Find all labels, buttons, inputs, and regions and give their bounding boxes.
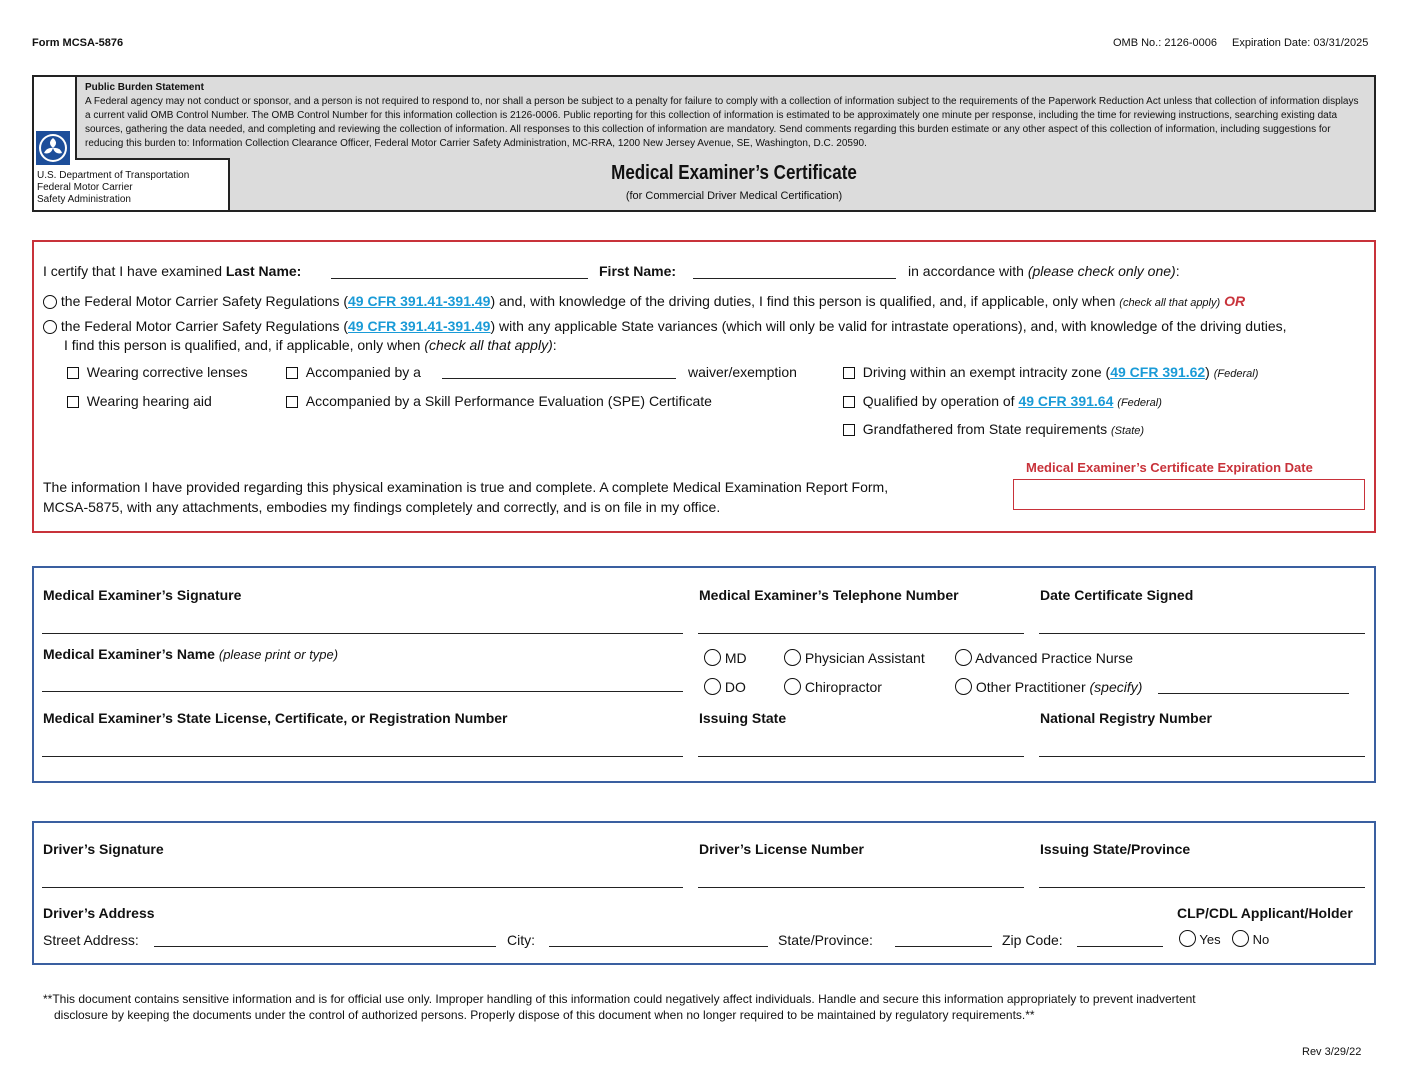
- dot-logo-icon: [36, 131, 70, 165]
- burden-statement: [75, 75, 1376, 160]
- driver-signature-input[interactable]: [42, 887, 683, 888]
- zip-code-input[interactable]: [1077, 946, 1163, 947]
- examiner-name-label: Medical Examiner’s Name (please print or type): [43, 646, 339, 662]
- city-label: City:: [507, 932, 535, 948]
- credential-pa[interactable]: Physician Assistant: [784, 649, 925, 666]
- issuing-state-input[interactable]: [698, 756, 1024, 757]
- license-number-label: Medical Examiner’s State License, Certificate, or Registration Number: [43, 710, 508, 726]
- cb-qualified-operation[interactable]: Qualified by operation of 49 CFR 391.64 (Federal): [843, 393, 1162, 409]
- issuing-state-label: Issuing State: [699, 710, 787, 726]
- driver-issuing-label: Issuing State/Province: [1040, 841, 1191, 857]
- other-radio[interactable]: [955, 678, 972, 695]
- examiner-phone-input[interactable]: [698, 633, 1024, 634]
- option-federal-radio[interactable]: [43, 295, 57, 309]
- street-address-input[interactable]: [154, 946, 496, 947]
- checkbox-icon[interactable]: [286, 396, 298, 408]
- option-state-radio[interactable]: [43, 320, 57, 334]
- zip-code-label: Zip Code:: [1002, 932, 1063, 948]
- burden-text: A Federal agency may not conduct or sponsor, and a person is not required to respond to, nor shall a person be subject to a penalty for failure to comply with a collection of information subject to the requirements of the Paperwork Reduction Act unless that collection of information displays a current valid OMB Control Number. The OMB Control Number for this information collection is 2126-0006. Public reporting for this collection of information is estimated to be approximately one minute per response, including the time for reviewing instructions, searching existing data sources, gathering the data needed, and completing and reviewing the collection of information. All responses to this collection of information are mandatory. Send comments regarding this burden estimate or any other aspect of this collection of information, including suggestions for reducing this burden to: Information Collection Clearance Officer, Federal Motor Carrier Safety Administration, MC-RRA, 1200 New Jersey Avenue, SE, Washington, D.C. 20590.: [85, 96, 1359, 149]
- checkbox-icon[interactable]: [67, 396, 79, 408]
- last-name-input[interactable]: [331, 278, 588, 279]
- expiration-date: Expiration Date: 03/31/2025: [1232, 37, 1369, 49]
- waiver-label: waiver/exemption: [688, 364, 797, 380]
- credential-apn[interactable]: Advanced Practice Nurse: [955, 649, 1133, 666]
- chiropractor-radio[interactable]: [784, 678, 801, 695]
- license-number-input[interactable]: [42, 756, 683, 757]
- checkbox-icon[interactable]: [286, 367, 298, 379]
- page-title: Medical Examiner’s Certificate: [611, 162, 857, 184]
- state-province-input[interactable]: [895, 946, 992, 947]
- cb-hearing-aid[interactable]: Wearing hearing aid: [67, 393, 212, 409]
- expiration-date-input[interactable]: [1013, 479, 1365, 510]
- clp-no[interactable]: No: [1232, 930, 1269, 947]
- checkbox-icon[interactable]: [67, 367, 79, 379]
- burden-title: Public Burden Statement: [85, 82, 204, 93]
- pa-radio[interactable]: [784, 649, 801, 666]
- cb-accompanied-waiver[interactable]: Accompanied by a: [286, 364, 421, 380]
- driver-license-label: Driver’s License Number: [699, 841, 864, 857]
- expiration-date-label: Medical Examiner’s Certificate Expiration Date: [1026, 460, 1313, 475]
- registry-number-label: National Registry Number: [1040, 710, 1212, 726]
- agency-name: U.S. Department of Transportation Federal Motor Carrier Safety Administration: [37, 170, 190, 205]
- no-radio[interactable]: [1232, 930, 1249, 947]
- option-federal: the Federal Motor Carrier Safety Regulations (49 CFR 391.41-391.49) and, with knowledge of the driving duties, I find this person is qualified, and, if applicable, only when (check all that apply) OR: [43, 293, 1245, 309]
- credential-chiropractor[interactable]: Chiropractor: [784, 678, 882, 695]
- date-signed-input[interactable]: [1039, 633, 1365, 634]
- city-input[interactable]: [549, 946, 768, 947]
- page-subtitle: (for Commercial Driver Medical Certification): [625, 190, 843, 202]
- checkbox-icon[interactable]: [843, 367, 855, 379]
- clp-cdl-label: CLP/CDL Applicant/Holder: [1177, 905, 1353, 921]
- examiner-signature-label: Medical Examiner’s Signature: [43, 587, 242, 603]
- cfr-link-2[interactable]: 49 CFR 391.41-391.49: [348, 318, 491, 334]
- driver-address-label: Driver’s Address: [43, 905, 155, 921]
- yes-radio[interactable]: [1179, 930, 1196, 947]
- state-province-label: State/Province:: [778, 932, 873, 948]
- cb-spe-certificate[interactable]: Accompanied by a Skill Performance Evaluation (SPE) Certificate: [286, 393, 712, 409]
- attestation-statement: The information I have provided regarding this physical examination is true and complete. A complete Medical Examination Report Form, MCSA-5875, with any attachments, embodies my findings completely and correctly, and is on file in my office.: [43, 479, 889, 515]
- credential-do[interactable]: DO: [704, 678, 746, 695]
- waiver-input[interactable]: [442, 378, 676, 379]
- driver-license-input[interactable]: [698, 887, 1024, 888]
- cb-corrective-lenses[interactable]: Wearing corrective lenses: [67, 364, 248, 380]
- cb-grandfathered[interactable]: Grandfathered from State requirements (State): [843, 421, 1144, 437]
- accordance-text: in accordance with (please check only one):: [908, 263, 1180, 279]
- examiner-phone-label: Medical Examiner’s Telephone Number: [699, 587, 959, 603]
- registry-number-input[interactable]: [1039, 756, 1365, 757]
- street-address-label: Street Address:: [43, 932, 139, 948]
- sensitivity-notice: **This document contains sensitive information and is for official use only. Improper handling of this information could negatively affect individuals. Handle and secure this information appropriately to prevent inadvertent disclosure by keeping the documents under the control of authorized persons. Properly dispose of this document when no longer required to be maintained by regulatory requirements.**: [43, 992, 1196, 1022]
- other-specify-input[interactable]: [1158, 693, 1349, 694]
- cfr-link-391-62[interactable]: 49 CFR 391.62: [1110, 364, 1206, 380]
- examiner-signature-input[interactable]: [42, 633, 683, 634]
- option-state: the Federal Motor Carrier Safety Regulations (49 CFR 391.41-391.49) with any applicable State variances (which will only be valid for intrastate operations), and, with knowledge of the driving duties,: [43, 318, 1287, 334]
- clp-yes[interactable]: Yes: [1179, 930, 1221, 947]
- md-radio[interactable]: [704, 649, 721, 666]
- option-state-line2: I find this person is qualified, and, if applicable, only when (check all that apply):: [64, 337, 557, 353]
- certify-intro: I certify that I have examined Last Name:: [43, 263, 302, 279]
- date-signed-label: Date Certificate Signed: [1040, 587, 1194, 603]
- first-name-label: First Name:: [599, 263, 677, 279]
- form-id: Form MCSA-5876: [32, 37, 124, 49]
- driver-issuing-input[interactable]: [1039, 887, 1365, 888]
- revision-date: Rev 3/29/22: [1302, 1046, 1362, 1058]
- do-radio[interactable]: [704, 678, 721, 695]
- first-name-input[interactable]: [693, 278, 896, 279]
- examiner-name-input[interactable]: [42, 691, 683, 692]
- omb-number: OMB No.: 2126-0006: [1113, 37, 1217, 49]
- credential-other[interactable]: Other Practitioner (specify): [955, 678, 1142, 695]
- cfr-link-1[interactable]: 49 CFR 391.41-391.49: [348, 293, 491, 309]
- checkbox-icon[interactable]: [843, 424, 855, 436]
- credential-md[interactable]: MD: [704, 649, 747, 666]
- checkbox-icon[interactable]: [843, 396, 855, 408]
- cb-intracity-zone[interactable]: Driving within an exempt intracity zone (49 CFR 391.62) (Federal): [843, 364, 1258, 380]
- cfr-link-391-64[interactable]: 49 CFR 391.64: [1018, 393, 1114, 409]
- driver-signature-label: Driver’s Signature: [43, 841, 164, 857]
- apn-radio[interactable]: [955, 649, 972, 666]
